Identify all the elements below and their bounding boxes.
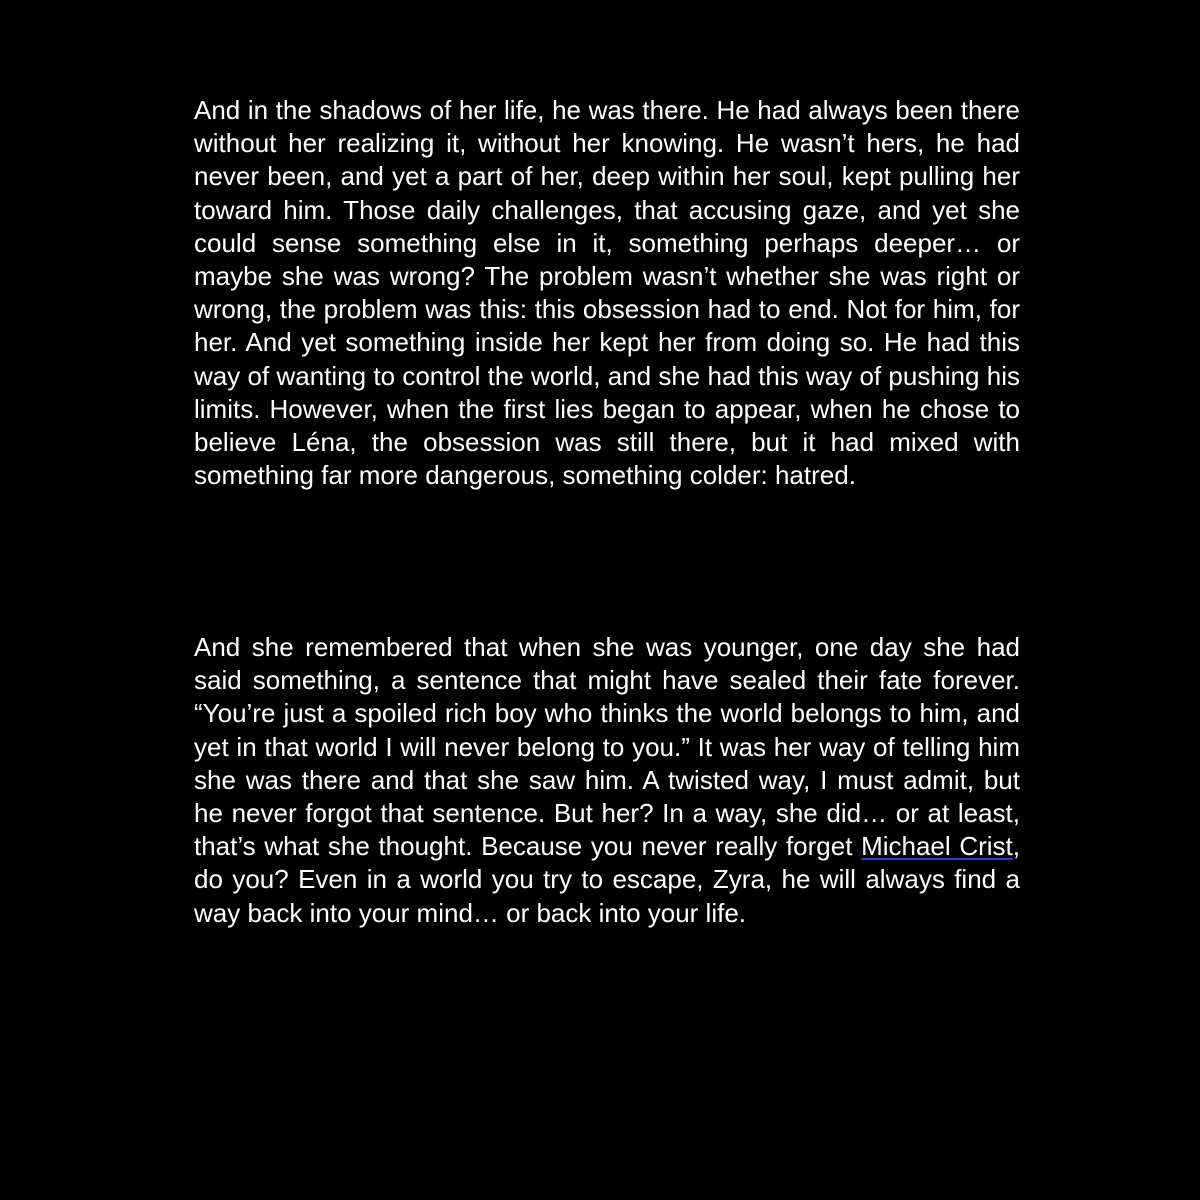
- paragraph-first-text: And in the shadows of her life, he was there. He had always been there without her realizing it, without her knowing. He wasn’t hers, he had never been, and yet a part of her, deep within her soul, kept pulling her toward him. Those daily challenges, that accusing gaze, and yet she could sense something else in it, something perhaps deeper… or maybe she was wrong? The problem wasn’t whether she was right or wrong, the problem was this: this obsession had to end. Not for him, for her. And yet something inside her kept her from doing so. He had this way of wanting to control the world, and she had this way of pushing his limits. However, when the first lies began to appear, when he chose to believe Léna, the obsession was still there, but it had mixed with something far more dangerous, something colder: hatred.: [194, 95, 1020, 491]
- paragraph-second-lead: And she remembered that when she was younger, one day she had said something, a sentence that might have sealed their fate forever. “You’re just a spoiled rich boy who thinks the world belongs to him, and yet in that world I will never belong to you.” It was her way of telling him she was there and that she saw him. A twisted way, I must admit, but he never forgot that sentence. But her? In a way, she did… or at least, that’s what she thought. Because you never really forget: [194, 632, 1020, 862]
- character-name-link[interactable]: Michael Crist: [861, 831, 1013, 862]
- paragraph-first: [194, 94, 1020, 492]
- paragraph-second-tail: , do you? Even in a world you try to escape, Zyra, he will always find a way back into your mind… or back into your life.: [194, 831, 1020, 928]
- paragraph-second: [194, 631, 1020, 930]
- paragraph-second-text: [194, 631, 1020, 930]
